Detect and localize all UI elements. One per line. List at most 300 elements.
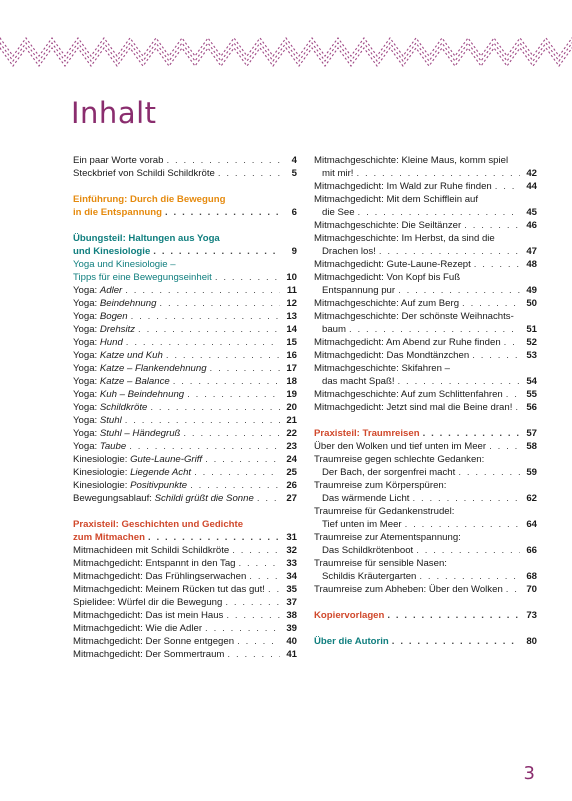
toc-entry-title: Drachen los!	[322, 246, 376, 257]
dot-leader	[205, 453, 280, 466]
toc-entry-title	[73, 323, 135, 336]
toc-page-number: 24	[286, 454, 297, 465]
toc-page-number: 51	[526, 324, 537, 335]
dot-leader	[392, 635, 520, 648]
toc-entry	[73, 284, 297, 297]
dot-leader	[515, 401, 520, 414]
toc-entry-name: Kuh – Beindehnung	[99, 389, 185, 400]
toc-column-left	[73, 154, 297, 661]
toc-line	[314, 258, 537, 271]
toc-line	[73, 336, 297, 349]
toc-entry-title	[73, 388, 184, 401]
dot-leader	[379, 245, 520, 258]
toc-page-number: 53	[526, 350, 537, 361]
toc-entry-title: Mitmachgedicht: Das Mondtänzchen	[314, 350, 470, 361]
toc-entry-title: Einführung: Durch die Bewegung	[73, 194, 226, 205]
toc-entry-title: Mitmachgeschichte: Im Herbst, da sind die	[314, 233, 495, 244]
toc-section-heading	[314, 609, 537, 622]
dot-leader	[159, 297, 280, 310]
dot-leader	[215, 271, 280, 284]
toc-entry-title: Über den Wolken und tief unten im Meer	[314, 441, 487, 452]
toc-page-number: 4	[291, 155, 297, 166]
toc-entry-title: baum	[322, 324, 346, 335]
toc-entry	[314, 258, 537, 271]
toc-entry-title: Tief unten im Meer	[322, 519, 402, 530]
toc-page-number: 50	[526, 298, 537, 309]
toc-page-number: 58	[526, 441, 537, 452]
toc-entry-title	[73, 297, 156, 310]
toc-page-number: 17	[286, 363, 297, 374]
dot-leader	[129, 440, 280, 453]
toc-entry-name: Hund	[99, 337, 123, 348]
dot-leader	[166, 349, 280, 362]
toc-line	[314, 518, 537, 531]
dot-leader	[183, 427, 280, 440]
dot-leader	[257, 492, 280, 505]
toc-line	[73, 466, 297, 479]
toc-entry-name: Beindehnung	[99, 298, 157, 309]
toc-page-number: 16	[286, 350, 297, 361]
toc-entry	[314, 271, 537, 297]
toc-entry	[73, 544, 297, 557]
toc-line	[73, 531, 297, 544]
toc-page-number: 45	[526, 207, 537, 218]
toc-line	[314, 609, 537, 622]
toc-page-number: 27	[286, 493, 297, 504]
dot-leader	[423, 427, 520, 440]
toc-line	[314, 388, 537, 401]
toc-entry-name: Schildi grüßt die Sonne	[154, 493, 254, 504]
toc-page-number: 68	[526, 571, 537, 582]
dot-leader	[398, 375, 520, 388]
toc-entry-title: Übungsteil: Haltungen aus Yoga	[73, 233, 220, 244]
toc-entry-prefix: Kinesiologie:	[73, 467, 131, 478]
toc-entry-title: das macht Spaß!	[322, 376, 395, 387]
toc-page-number: 66	[526, 545, 537, 556]
dot-leader	[464, 219, 520, 232]
toc-page-number: 34	[286, 571, 297, 582]
toc-entry-title	[73, 466, 191, 479]
toc-page-number: 49	[526, 285, 537, 296]
toc-entry-name: Liegende Acht	[130, 467, 192, 478]
toc-entry-title: Mitmachgedicht: Das ist mein Haus	[73, 610, 224, 621]
toc-page-number: 33	[286, 558, 297, 569]
toc-entry	[73, 570, 297, 583]
toc-line	[314, 531, 537, 544]
toc-line	[73, 609, 297, 622]
toc-entry	[73, 349, 297, 362]
toc-entry-title: Mitmachgedicht: Im Wald zur Ruhe finden	[314, 181, 492, 192]
toc-entry-title	[73, 492, 254, 505]
toc-entry-title: Yoga und Kinesiologie –	[73, 259, 176, 270]
toc-line	[314, 362, 537, 375]
toc-entry	[73, 154, 297, 167]
toc-entry-title: Traumreise zum Körperspüren:	[314, 480, 447, 491]
toc-page-number: 10	[286, 272, 297, 283]
toc-line	[314, 635, 537, 648]
toc-line	[73, 440, 297, 453]
toc-entry-title: Mitmachgedicht: Der Sommertraum	[73, 649, 225, 660]
toc-entry-prefix: Kinesiologie:	[73, 454, 131, 465]
dot-leader	[153, 245, 280, 258]
toc-entry-title: Traumreise zum Abheben: Über den Wolken	[314, 584, 503, 595]
toc-line	[314, 245, 537, 258]
toc-entry	[73, 362, 297, 375]
toc-entry-title: Mitmachgedicht: Am Abend zur Ruhe finden	[314, 337, 501, 348]
toc-entry	[314, 531, 537, 557]
toc-line	[73, 596, 297, 609]
toc-section-heading	[73, 518, 297, 544]
toc-entry-title: Mitmachgedicht: Von Kopf bis Fuß	[314, 272, 461, 283]
toc-entry-name: Stuhl	[99, 415, 122, 426]
toc-entry	[314, 453, 537, 479]
toc-entry	[314, 232, 537, 258]
toc-entry	[73, 453, 297, 466]
toc-line	[314, 284, 537, 297]
dot-leader	[205, 622, 280, 635]
dot-leader	[506, 583, 520, 596]
toc-entry-title: Steckbrief von Schildi Schildkröte	[73, 168, 215, 179]
toc-entry	[73, 427, 297, 440]
toc-entry-title: Mitmachgedicht: Entspannt in den Tag	[73, 558, 236, 569]
dot-leader	[504, 336, 520, 349]
toc-entry-title	[73, 401, 147, 414]
toc-page-number: 47	[526, 246, 537, 257]
toc-page-number: 48	[526, 259, 537, 270]
toc-line	[73, 648, 297, 661]
toc-entry-title: die See	[322, 207, 355, 218]
toc-line	[314, 453, 537, 466]
toc-entry	[73, 401, 297, 414]
toc-line	[73, 479, 297, 492]
toc-page-number: 59	[526, 467, 537, 478]
toc-entry-title: Tipps für eine Bewegungseinheit	[73, 272, 212, 283]
toc-page-number: 64	[526, 519, 537, 530]
toc-entry-prefix: Yoga:	[73, 285, 100, 296]
toc-line	[314, 492, 537, 505]
dot-leader	[225, 596, 280, 609]
toc-entry-name: Adler	[99, 285, 123, 296]
toc-entry-title: Das wärmende Licht	[322, 493, 410, 504]
dot-leader	[495, 180, 520, 193]
toc-line	[314, 167, 537, 180]
dot-leader	[358, 206, 520, 219]
toc-entry-title	[73, 284, 122, 297]
toc-entry-title: Der Bach, der sorgenfrei macht	[322, 467, 456, 478]
toc-entry	[73, 622, 297, 635]
toc-entry	[73, 466, 297, 479]
toc-section-heading	[314, 427, 537, 440]
toc-entry-title: zum Mitmachen	[73, 532, 145, 543]
dot-leader	[472, 349, 520, 362]
toc-page-number: 12	[286, 298, 297, 309]
dot-leader	[165, 206, 280, 219]
toc-entry-title: Mitmachgeschichte: Die Seiltänzer	[314, 220, 462, 231]
toc-page-number: 25	[286, 467, 297, 478]
toc-entry	[73, 310, 297, 323]
toc-page-number: 13	[286, 311, 297, 322]
zigzag-line	[0, 48, 572, 66]
toc-entry-name: Schildkröte	[99, 402, 148, 413]
toc-line	[73, 401, 297, 414]
toc-entry	[73, 336, 297, 349]
toc-entry-name: Stuhl – Händegruß	[99, 428, 181, 439]
dot-leader	[238, 557, 280, 570]
dot-leader	[126, 336, 280, 349]
dot-leader	[387, 609, 520, 622]
toc-entry-title: Mitmachgedicht: Der Sonne entgegen	[73, 636, 235, 647]
toc-line	[73, 167, 297, 180]
toc-entry	[73, 414, 297, 427]
toc-line	[314, 206, 537, 219]
toc-page-number: 18	[286, 376, 297, 387]
toc-entry	[73, 596, 297, 609]
dot-leader	[506, 388, 520, 401]
toc-page-number: 19	[286, 389, 297, 400]
toc-section-heading	[73, 232, 297, 258]
toc-entry-prefix: Yoga:	[73, 441, 100, 452]
toc-entry-title	[73, 440, 126, 453]
toc-entry-title	[73, 336, 123, 349]
toc-line	[73, 492, 297, 505]
toc-entry-name: Katze – Balance	[99, 376, 170, 387]
dot-leader	[150, 401, 280, 414]
toc-page-number: 73	[526, 610, 537, 621]
toc-line	[73, 323, 297, 336]
toc-section-heading	[73, 258, 297, 284]
toc-page-number: 62	[526, 493, 537, 504]
toc-entry-title: Mitmachideen mit Schildi Schildkröte	[73, 545, 230, 556]
toc-entry-title: Mitmachgedicht: Das Frühlingserwachen	[73, 571, 247, 582]
toc-line	[314, 401, 537, 414]
dot-leader	[138, 323, 280, 336]
toc-page-number: 6	[291, 207, 297, 218]
toc-entry-title: Spielidee: Würfel dir die Bewegung	[73, 597, 223, 608]
toc-page-number: 5	[291, 168, 297, 179]
toc-entry-name: Katze – Flankendehnung	[99, 363, 207, 374]
toc-page-number: 41	[286, 649, 297, 660]
toc-entry	[73, 375, 297, 388]
toc-page-number: 46	[526, 220, 537, 231]
toc-line	[314, 336, 537, 349]
toc-entry	[314, 362, 537, 388]
toc-line	[73, 271, 297, 284]
toc-line	[73, 193, 297, 206]
toc-line	[314, 505, 537, 518]
toc-entry-name: Bogen	[99, 311, 128, 322]
dot-leader	[458, 466, 520, 479]
dot-leader	[398, 284, 520, 297]
toc-line	[314, 297, 537, 310]
toc-entry	[73, 557, 297, 570]
toc-entry-name: Positivpunkte	[130, 480, 188, 491]
toc-entry	[314, 349, 537, 362]
toc-line	[314, 219, 537, 232]
toc-entry-title: Praxisteil: Geschichten und Gedichte	[73, 519, 244, 530]
toc-entry-title: Traumreise zur Atementspannung:	[314, 532, 461, 543]
toc-page-number: 35	[286, 584, 297, 595]
dot-leader	[226, 609, 280, 622]
toc-line	[73, 622, 297, 635]
toc-entry-title	[73, 414, 122, 427]
toc-page-number: 80	[526, 636, 537, 647]
toc-entry-prefix: Yoga:	[73, 389, 100, 400]
toc-entry-prefix: Yoga:	[73, 298, 100, 309]
toc-entry-title: Entspannung pur	[322, 285, 396, 296]
toc-page-number: 54	[526, 376, 537, 387]
toc-line	[314, 349, 537, 362]
toc-line	[314, 271, 537, 284]
toc-line	[314, 154, 537, 167]
toc-line	[73, 583, 297, 596]
toc-entry-title: Mitmachgeschichte: Kleine Maus, komm spiel	[314, 155, 509, 166]
toc-line	[73, 154, 297, 167]
toc-line	[73, 557, 297, 570]
toc-page-number: 31	[286, 532, 297, 543]
toc-entry-prefix: Yoga:	[73, 415, 100, 426]
toc-entry-name: Katze und Kuh	[99, 350, 163, 361]
toc-entry-title: Traumreise gegen schlechte Gedanken:	[314, 454, 485, 465]
dot-leader	[131, 310, 280, 323]
toc-line	[73, 310, 297, 323]
toc-entry-prefix: Bewegungsablauf:	[73, 493, 155, 504]
toc-line	[314, 193, 537, 206]
toc-entry-name: Gute-Laune-Griff	[130, 454, 203, 465]
toc-page-number: 15	[286, 337, 297, 348]
toc-page-number: 20	[286, 402, 297, 413]
toc-entry-title	[73, 375, 170, 388]
toc-page-number: 70	[526, 584, 537, 595]
dot-leader	[474, 258, 520, 271]
toc-entry-title: und Kinesiologie	[73, 246, 151, 257]
dot-leader	[227, 648, 280, 661]
toc-entry-title: Mitmachgedicht: Mit dem Schifflein auf	[314, 194, 479, 205]
toc-entry	[314, 297, 537, 310]
page-number: 3	[523, 763, 535, 784]
toc-section-heading	[314, 635, 537, 648]
toc-entry	[314, 401, 537, 414]
toc-entry-name: Taube	[99, 441, 127, 452]
toc-entry-title	[73, 349, 163, 362]
toc-page-number: 23	[286, 441, 297, 452]
toc-section-heading	[73, 193, 297, 219]
toc-entry	[314, 193, 537, 219]
toc-entry	[314, 388, 537, 401]
toc-page-number: 42	[526, 168, 537, 179]
toc-line	[73, 635, 297, 648]
dot-leader	[166, 154, 280, 167]
toc-page-number: 39	[286, 623, 297, 634]
toc-entry-prefix: Yoga:	[73, 376, 100, 387]
toc-line	[73, 362, 297, 375]
toc-line	[314, 544, 537, 557]
toc-entry-prefix: Yoga:	[73, 350, 100, 361]
toc-entry-prefix: Yoga:	[73, 363, 100, 374]
toc-page-number: 26	[286, 480, 297, 491]
toc-page-number: 44	[526, 181, 537, 192]
toc-entry	[314, 310, 537, 336]
toc-entry	[314, 180, 537, 193]
toc-entry	[73, 479, 297, 492]
toc-entry-title	[73, 453, 202, 466]
toc-line	[314, 570, 537, 583]
toc-line	[73, 258, 297, 271]
toc-entry-title: Mitmachgeschichte: Der schönste Weihnachts-	[314, 311, 514, 322]
toc-page-number: 32	[286, 545, 297, 556]
dot-leader	[405, 518, 520, 531]
toc-entry-name: Drehsitz	[99, 324, 136, 335]
dot-leader	[349, 323, 520, 336]
dot-leader	[412, 492, 520, 505]
toc-line	[73, 453, 297, 466]
toc-line	[73, 518, 297, 531]
toc-entry-title: in die Entspannung	[73, 207, 163, 218]
toc-line	[314, 557, 537, 570]
toc-entry	[314, 479, 537, 505]
dot-leader	[190, 479, 280, 492]
toc-entry-prefix: Yoga:	[73, 311, 100, 322]
toc-line	[73, 427, 297, 440]
toc-page-number: 11	[286, 285, 297, 296]
toc-entry-title	[73, 310, 128, 323]
toc-page-number: 40	[286, 636, 297, 647]
toc-entry-title	[73, 427, 180, 440]
toc-line	[73, 245, 297, 258]
dot-leader	[194, 466, 280, 479]
toc-entry-title: Traumreise für sensible Nasen:	[314, 558, 447, 569]
toc-line	[314, 479, 537, 492]
toc-entry	[73, 388, 297, 401]
toc-entry-title: Mitmachgedicht: Meinem Rücken tut das gut!	[73, 584, 265, 595]
toc-entry-title: Mitmachgeschichte: Auf zum Berg	[314, 298, 460, 309]
toc-line	[314, 232, 537, 245]
toc-entry-title: Das Schildkrötenboot	[322, 545, 414, 556]
toc-line	[314, 427, 537, 440]
toc-entry-title: Mitmachgedicht: Gute-Laune-Rezept	[314, 259, 471, 270]
toc-entry	[314, 219, 537, 232]
dot-leader	[356, 167, 520, 180]
toc-page-number: 21	[286, 415, 297, 426]
toc-line	[73, 570, 297, 583]
toc-entry-title	[73, 479, 187, 492]
toc-line	[73, 297, 297, 310]
toc-entry	[314, 505, 537, 531]
toc-line	[73, 388, 297, 401]
toc-entry-title: Ein paar Worte vorab	[73, 155, 164, 166]
dot-leader	[210, 362, 280, 375]
toc-column-right	[314, 154, 537, 648]
dot-leader	[249, 570, 280, 583]
toc-entry	[73, 167, 297, 180]
toc-entry	[314, 557, 537, 583]
toc-page-number: 38	[286, 610, 297, 621]
dot-leader	[489, 440, 520, 453]
toc-line	[73, 414, 297, 427]
toc-entry-prefix: Yoga:	[73, 402, 100, 413]
zigzag-border-decoration	[0, 30, 572, 78]
toc-entry	[73, 609, 297, 622]
toc-entry-title: Über die Autorin	[314, 636, 389, 647]
toc-entry	[73, 297, 297, 310]
toc-page-number: 55	[526, 389, 537, 400]
toc-line	[314, 440, 537, 453]
dot-leader	[187, 388, 280, 401]
dot-leader	[268, 583, 280, 596]
toc-entry-prefix: Yoga:	[73, 324, 100, 335]
dot-leader	[232, 544, 280, 557]
toc-line	[314, 375, 537, 388]
dot-leader	[416, 544, 520, 557]
